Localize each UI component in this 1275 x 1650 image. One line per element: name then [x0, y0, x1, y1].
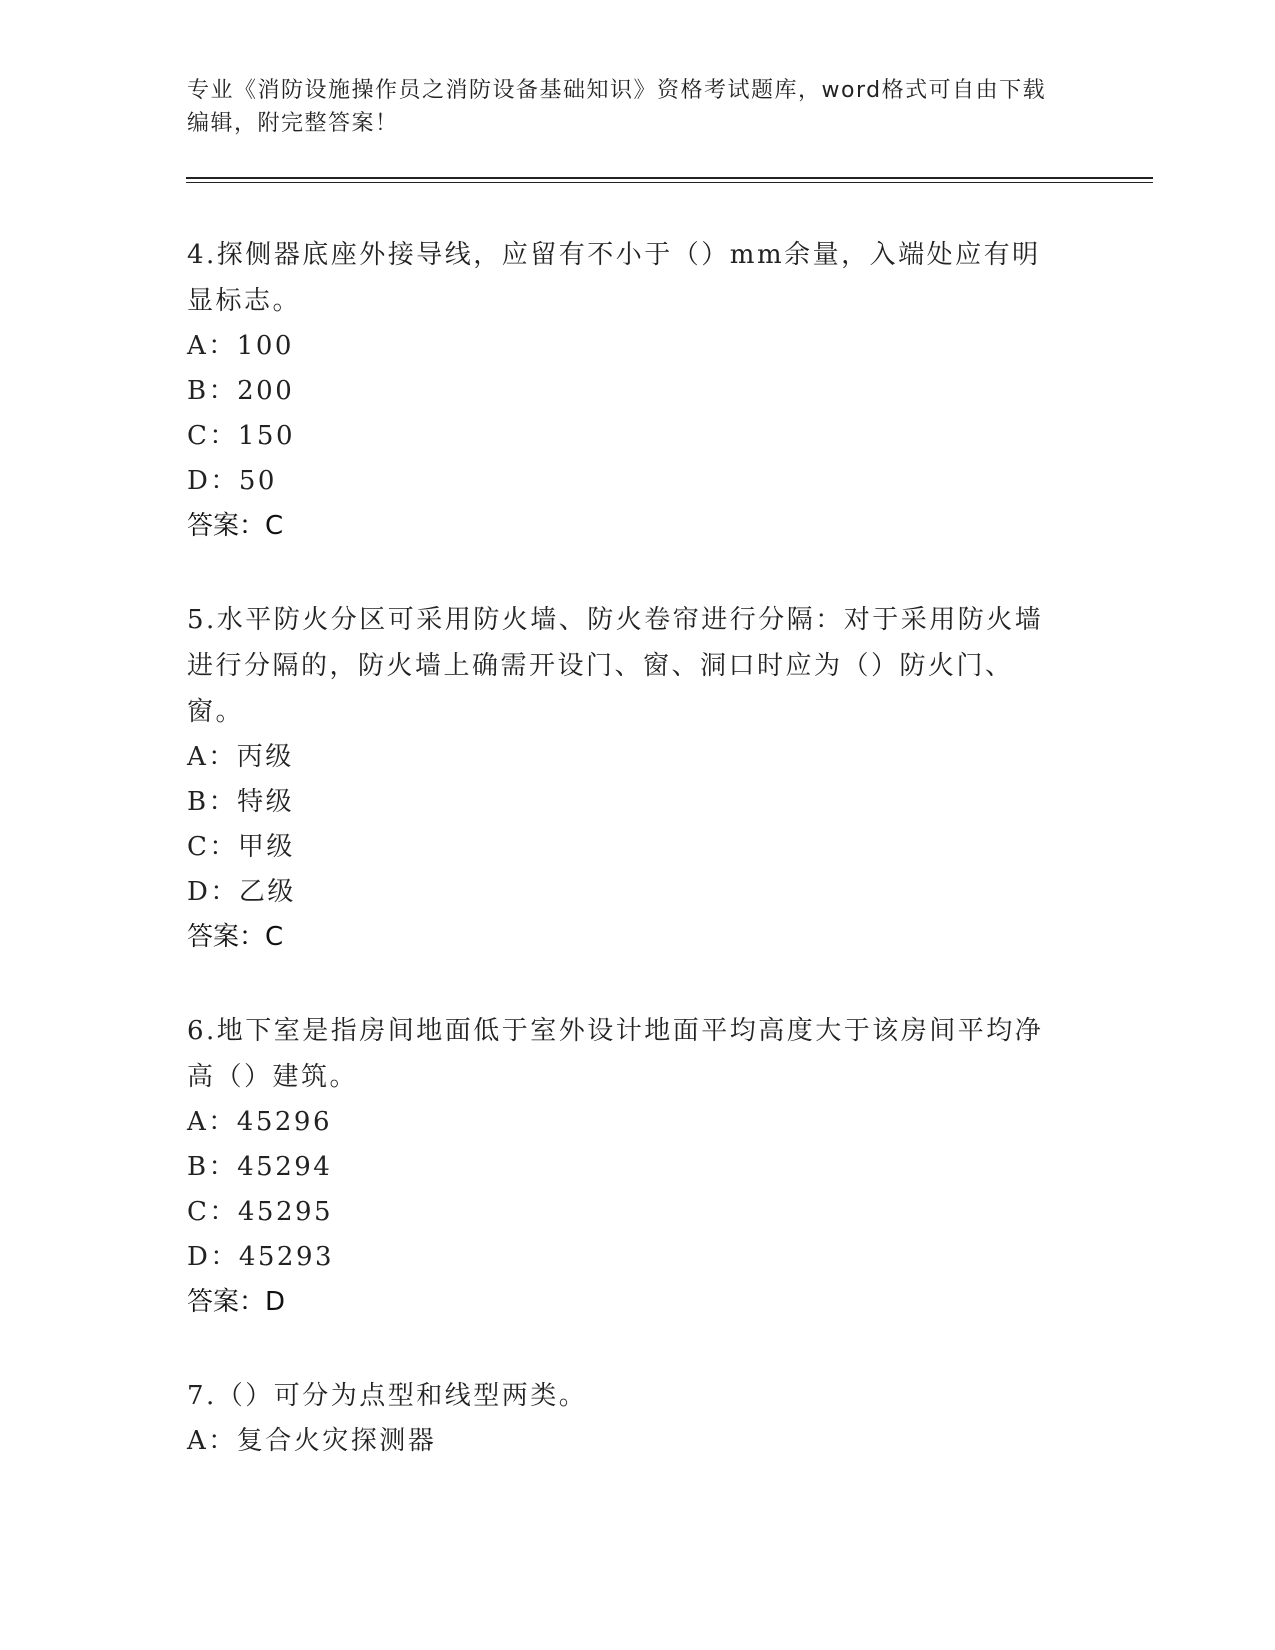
question-5: [187, 597, 1067, 960]
option-a: A：复合火灾探测器: [187, 1426, 437, 1456]
option-d: D：乙级: [187, 877, 296, 907]
question-stem: 6.地下室是指房间地面低于室外设计地面平均高度大于该房间平均净高（）建筑。: [187, 1016, 1044, 1092]
option-a: A：45296: [187, 1107, 332, 1137]
question-stem: 7.（）可分为点型和线型两类。: [187, 1381, 588, 1411]
option-a: A：100: [187, 331, 294, 361]
question-4: [187, 232, 1067, 549]
question-7: [187, 1373, 1067, 1464]
option-c: C：150: [187, 421, 296, 451]
option-b: B：200: [187, 376, 295, 406]
question-stem: 5.水平防火分区可采用防火墙、防火卷帘进行分隔：对于采用防火墙进行分隔的，防火墙上确需开设门、窗、洞口时应为（）防火门、窗。: [187, 605, 1044, 727]
option-c: C：甲级: [187, 832, 295, 862]
answer-line: 答案：C: [187, 511, 284, 541]
option-d: D：45293: [187, 1242, 335, 1272]
document-header: [187, 74, 1067, 140]
answer-line: 答案：D: [187, 1287, 286, 1317]
question-stem: 4.探侧器底座外接导线，应留有不小于（）mm余量，入端处应有明显标志。: [187, 240, 1041, 316]
header-divider-thin: [186, 182, 1153, 183]
option-c: C：45295: [187, 1197, 334, 1227]
question-6: [187, 1008, 1067, 1325]
header-intro-text: 专业《消防设施操作员之消防设备基础知识》资格考试题库，word格式可自由下载编辑，附完整答案！: [187, 78, 1047, 136]
option-a: A：丙级: [187, 742, 294, 772]
answer-line: 答案：C: [187, 922, 284, 952]
option-b: B：45294: [187, 1152, 333, 1182]
option-b: B：特级: [187, 787, 295, 817]
option-d: D：50: [187, 466, 277, 496]
header-divider-thick: [186, 177, 1153, 179]
question-list: [187, 232, 1067, 1512]
